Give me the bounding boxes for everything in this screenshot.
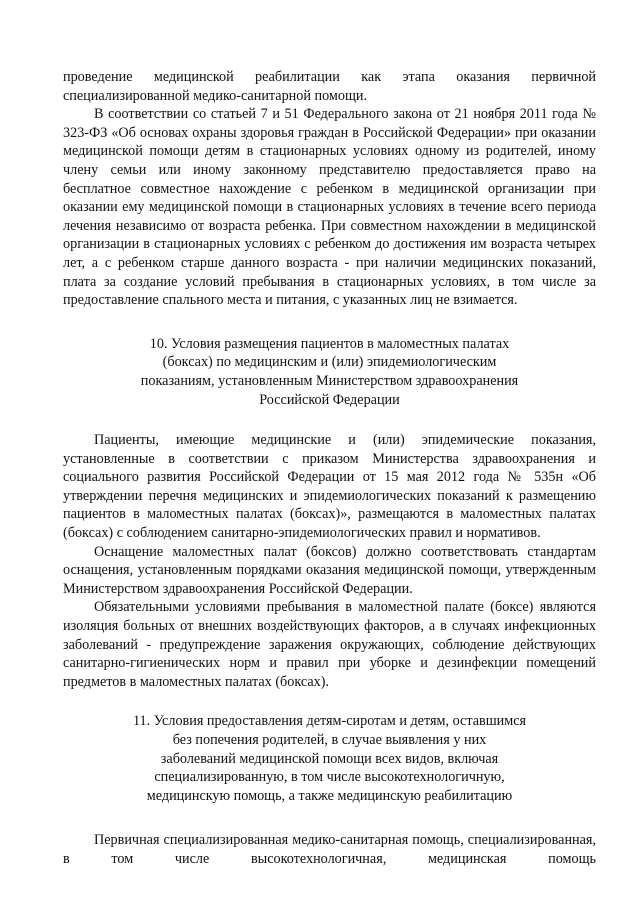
heading-line: (боксах) по медицинским и (или) эпидемиологическим — [162, 354, 497, 371]
paragraph-rehab-continuation: проведение медицинской реабилитации как этапа оказания первичной специализированной медико-санитарной помощи. — [63, 69, 596, 104]
heading-line: показаниям, установленным Министерством здравоохранения — [140, 372, 519, 389]
heading-line: без попечения родителей, в случае выявления у них — [172, 732, 487, 748]
section-10-heading — [63, 335, 596, 409]
section-11-heading — [63, 712, 596, 805]
heading-line: 10. Условия размещения пациентов в маломестных палатах — [149, 335, 510, 352]
paragraph-patients-placement: Пациенты, имеющие медицинские и (или) эпидемические показания, установленные в соответствии с приказом Министерства здравоохранения и социального развития Российской Федерации от 15 мая 2012 года № 535н «Об утверждении перечня медицинских и эпидемиологических показаний к размещению пациентов в маломестных палатах (боксах)», размещаются в маломестных палатах (боксах) с соблюдением санитарно-эпидемиологических правил и нормативов. — [63, 432, 596, 542]
paragraph-orphans-care: Первичная специализированная медико-санитарная помощь, специализированная, в том числе высокотехнологичная, медицинская помощь — [63, 832, 596, 867]
paragraph-isolation-conditions: Обязательными условиями пребывания в маломестной палате (боксе) являются изоляция больных от внешних воздействующих факторов, а в случаях инфекционных заболеваний - предупреждение заражения окружающих, соблюдение действующих санитарно-гигиенических норм и правил при уборке и дезинфекции помещений предметов в маломестных палатах (боксах). — [63, 599, 596, 690]
heading-line: медицинскую помощь, а также медицинскую реабилитацию — [146, 787, 513, 804]
heading-line: 11. Условия предоставления детям-сиротам и детям, оставшимся — [132, 713, 527, 730]
heading-line: Российской Федерации — [259, 391, 400, 408]
heading-line: специализированную, в том числе высокотехнологичную, — [154, 769, 505, 786]
heading-line: заболеваний медицинской помощи всех видов, включая — [160, 750, 499, 767]
document-page — [63, 68, 596, 869]
paragraph-joint-stay: В соответствии со статьей 7 и 51 Федерального закона от 21 ноября 2011 года № 323-ФЗ «Об основах охраны здоровья граждан в Российской Федерации» при оказании медицинской помощи детям в стационарных условиях одному из родителей, иному члену семьи или иному законному представителю предоставляется право на бесплатное совместное нахождение с ребенком в медицинской организации при оказании ему медицинской помощи в стационарных условиях в течение всего периода лечения независимо от возраста ребенка. При совместном нахождении в медицинской организации в стационарных условиях с ребенком до достижения им возраста четырех лет, а с ребенком старше данного возраста - при наличии медицинских показаний, плата за создание условий пребывания в стационарных условиях, в том числе за предоставление спального места и питания, с указанных лиц не взимается. — [63, 106, 596, 309]
paragraph-ward-equipment: Оснащение маломестных палат (боксов) должно соответствовать стандартам оснащения, установленным порядками оказания медицинской помощи, утвержденным Министерством здравоохранения Российской Федерации. — [63, 543, 596, 597]
